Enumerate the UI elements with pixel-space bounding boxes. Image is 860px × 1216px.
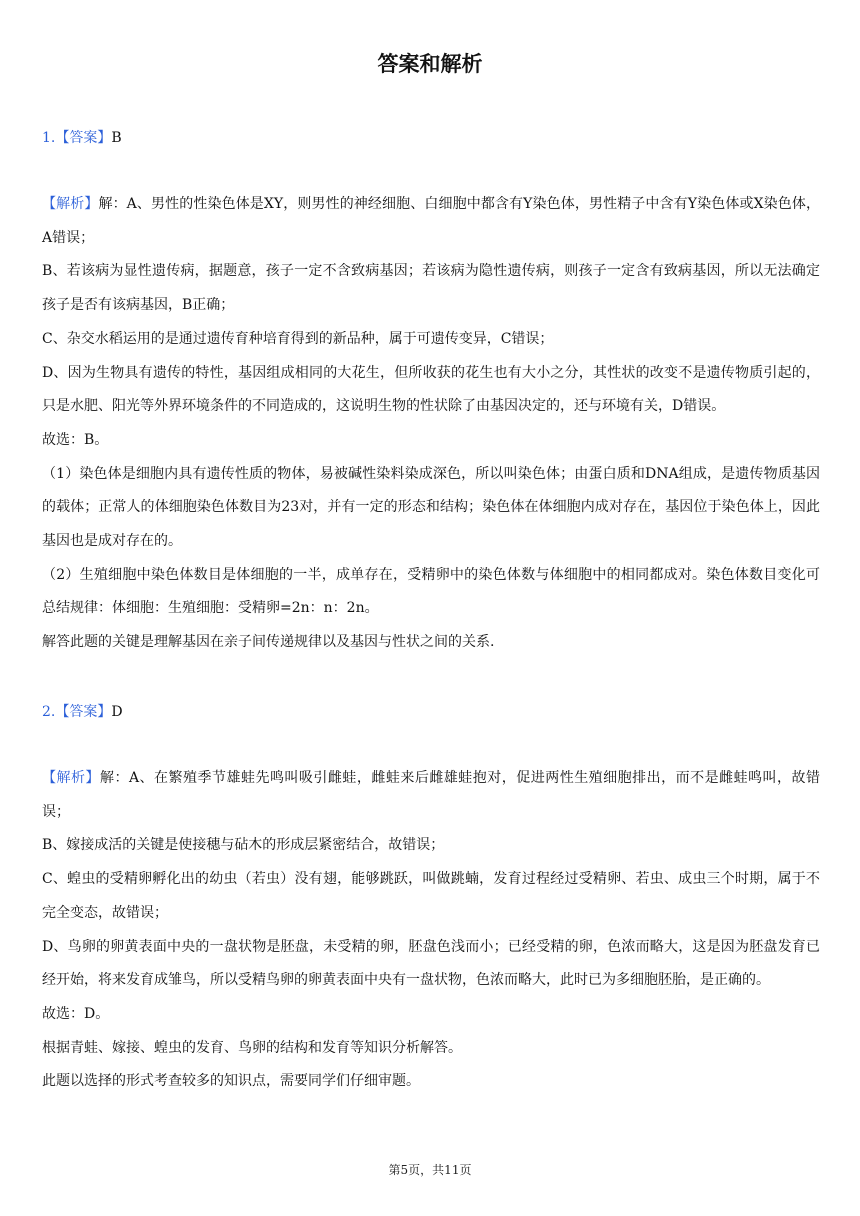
question-number: 2. <box>42 704 56 720</box>
analysis-text: 解：A、男性的性染色体是XY，则男性的神经细胞、白细胞中都含有Y染色体，男性精子中含有Y染色体或X染色体，A错误； <box>42 196 820 246</box>
page-title: 答案和解析 <box>377 52 483 76</box>
analysis-paragraph: B、嫁接成活的关键是使接穗与砧木的形成层紧密结合，故错误； <box>42 837 445 854</box>
analysis-paragraph: 根据青蛙、嫁接、蝗虫的发育、鸟卵的结构和发育等知识分析解答。 <box>42 1039 462 1056</box>
analysis-paragraph: D、鸟卵的卵黄表面中央的一盘状物是胚盘，未受精的卵，胚盘色浅而小；已经受精的卵，色浓而略大，这是因为胚盘发育已经开始，将来发育成雏鸟，所以受精鸟卵的卵黄表面中央有一盘状物，色浓而略大，此时已为多细胞胚胎，是正确的。 <box>42 938 820 989</box>
answer-tag: 【答案】 <box>55 130 112 146</box>
analysis-paragraph <box>42 762 820 829</box>
analysis-block-2 <box>42 762 820 1099</box>
page-footer: 第5页，共11页 <box>388 1163 472 1177</box>
analysis-paragraph: 故选：B。 <box>42 431 109 448</box>
analysis-tag: 【解析】 <box>42 770 100 786</box>
question-number: 1. <box>42 130 56 146</box>
analysis-paragraph: C、蝗虫的受精卵孵化出的幼虫（若虫）没有翅，能够跳跃，叫做跳蝻，发育过程经过受精卵、若虫、成虫三个时期，属于不完全变态，故错误； <box>42 871 820 921</box>
answer-line-1 <box>42 128 122 148</box>
answer-tag: 【答案】 <box>55 704 112 720</box>
analysis-paragraph: C、杂交水稻运用的是通过遗传育种培育得到的新品种，属于可遗传变异，C错误； <box>42 330 554 347</box>
analysis-block-1 <box>42 188 820 660</box>
answer-value: B <box>111 130 122 146</box>
analysis-tag: 【解析】 <box>42 196 99 212</box>
analysis-paragraph: （1）染色体是细胞内具有遗传性质的物体，易被碱性染料染成深色，所以叫染色体；由蛋白质和DNA组成，是遗传物质基因的载体；正常人的体细胞染色体数目为23对，并有一定的形态和结构；染色体在体细胞内成对存在，基因位于染色体上，因此基因也是成对存在的。 <box>42 465 820 550</box>
analysis-paragraph: （2）生殖细胞中染色体数目是体细胞的一半，成单存在，受精卵中的染色体数与体细胞中的相同都成对。染色体数目变化可总结规律：体细胞：生殖细胞：受精卵=2n：n：2n。 <box>42 566 820 617</box>
answer-line-2 <box>42 702 123 722</box>
analysis-text: 解：A、在繁殖季节雄蛙先鸣叫吸引雌蛙，雌蛙来后雌雄蛙抱对，促进两性生殖细胞排出，而不是雌蛙鸣叫，故错误； <box>42 770 821 820</box>
analysis-paragraph <box>42 188 820 255</box>
analysis-paragraph: 故选：D。 <box>42 1005 110 1022</box>
analysis-paragraph: 此题以选择的形式考查较多的知识点，需要同学们仔细审题。 <box>42 1073 420 1090</box>
answer-value: D <box>111 704 123 720</box>
analysis-paragraph: D、因为生物具有遗传的特性，基因组成相同的大花生，但所收获的花生也有大小之分，其性状的改变不是遗传物质引起的，只是水肥、阳光等外界环境条件的不同造成的，这说明生物的性状除了由基因决定的，还与环境有关，D错误。 <box>42 364 820 415</box>
analysis-paragraph: 解答此题的关键是理解基因在亲子间传递规律以及基因与性状之间的关系. <box>42 634 495 651</box>
analysis-paragraph: B、若该病为显性遗传病，据题意，孩子一定不含致病基因；若该病为隐性遗传病，则孩子一定含有致病基因，所以无法确定孩子是否有该病基因，B正确； <box>42 263 820 314</box>
